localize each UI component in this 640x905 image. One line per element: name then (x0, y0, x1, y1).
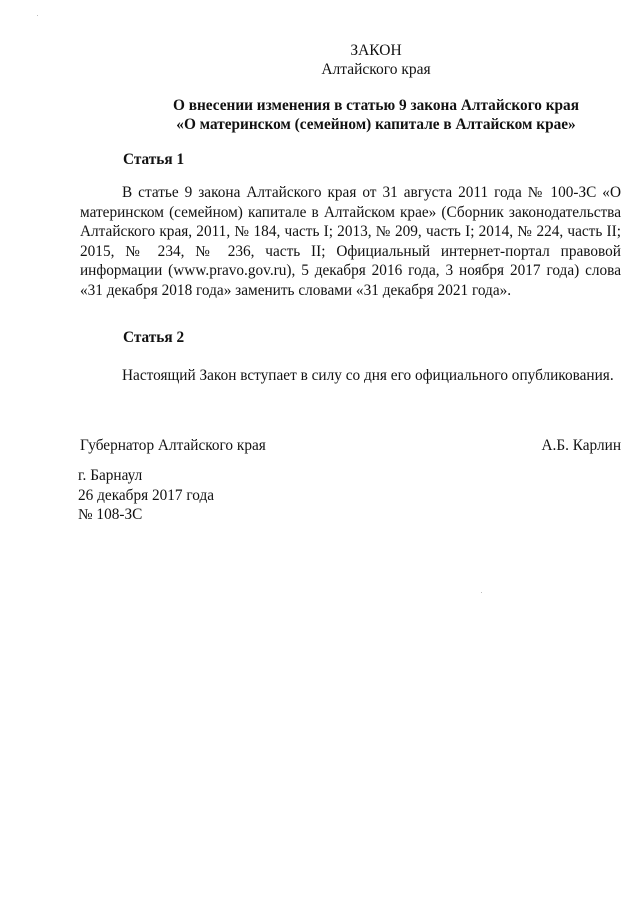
scan-speck (37, 15, 38, 16)
article-2-text: Настоящий Закон вступает в силу со дня его официального опубликования. (122, 367, 614, 384)
article-1-heading: Статья 1 (123, 151, 185, 168)
signatory-position: Губернатор Алтайского края (80, 437, 266, 454)
signature-block (80, 437, 621, 457)
article-2-heading: Статья 2 (123, 329, 185, 346)
document-title-line-1: О внесении изменения в статью 9 закона Алтайского края (173, 97, 579, 114)
document-type: ЗАКОН (350, 42, 402, 59)
issuance-city: г. Барнаул (78, 467, 143, 484)
article-1-text: В статье 9 закона Алтайского края от 31 августа 2011 года № 100-ЗС «О материнском (семейном) капитале в Алтайском крае» (Сборник законодательства Алтайского края, 2011, № 184, часть I; 2013, № 209, часть I; 2014, № 224, часть II; 2015, № 234, № 236, часть II; Официальный интернет-портал правовой информации (www.pravo.gov.ru), 5 декабря 2016 года, 3 ноября 2017 года) слова «31 декабря 2018 года» заменить словами «31 декабря 2021 года». (80, 184, 621, 299)
document-title-line-2: «О материнском (семейном) капитале в Алтайском крае» (176, 116, 576, 133)
issuance-details (78, 466, 214, 525)
scan-speck (481, 592, 482, 593)
document-region: Алтайского края (321, 61, 431, 78)
law-number: № 108-ЗС (78, 506, 143, 523)
signatory-name: А.Б. Карлин (541, 437, 621, 454)
issuance-date: 26 декабря 2017 года (78, 486, 215, 504)
